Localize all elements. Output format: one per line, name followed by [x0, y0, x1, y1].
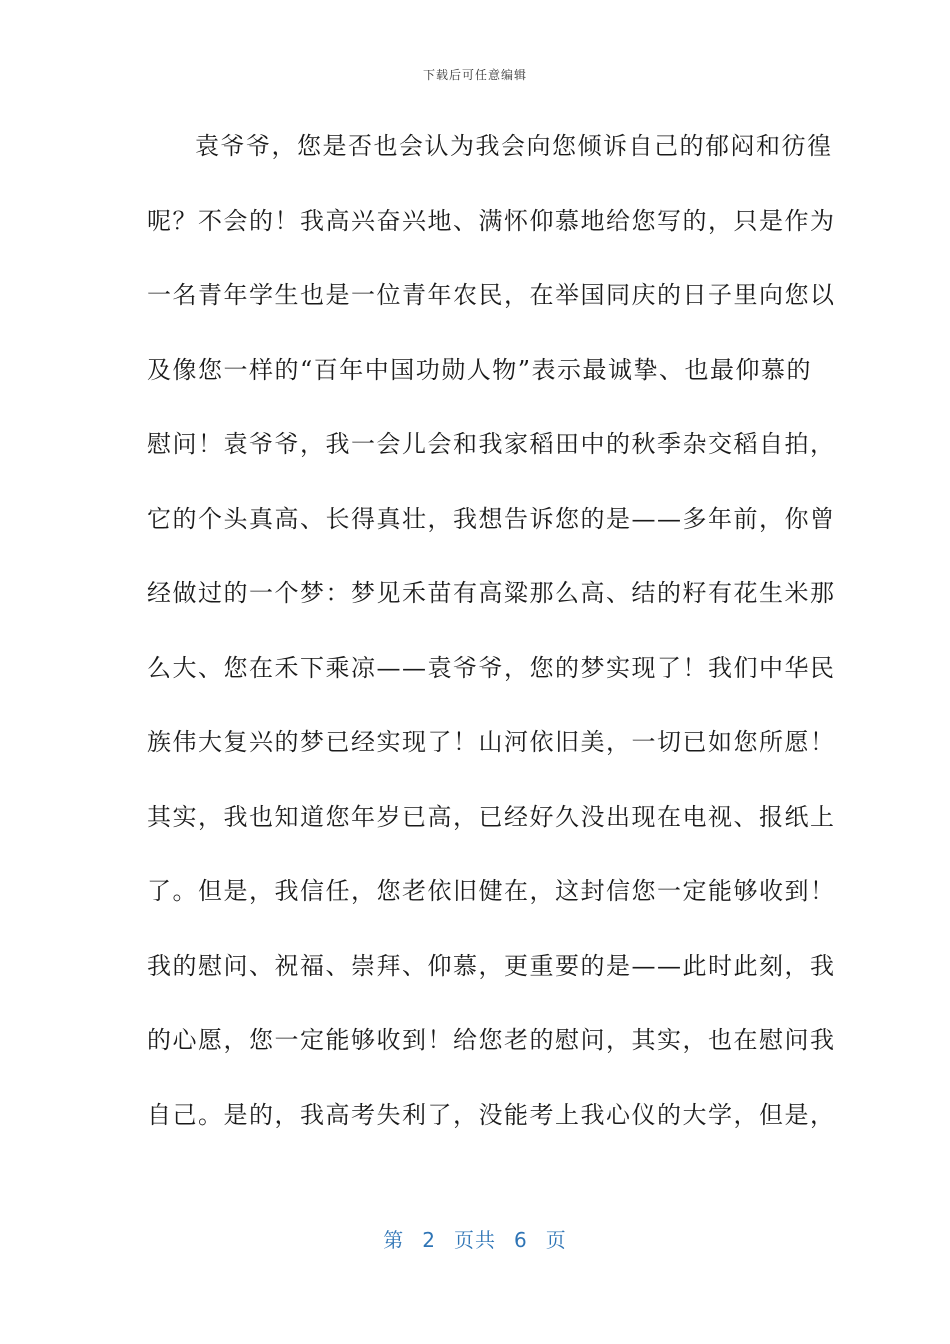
document-body [147, 118, 836, 1161]
text-line: 我的慰问、祝福、崇拜、仰慕，更重要的是——此时此刻，我 [147, 951, 836, 980]
text-line: 它的个头真高、长得真壮，我想告诉您的是——多年前，你曾 [147, 504, 836, 533]
text-line: 了。但是，我信任，您老依旧健在，这封信您一定能够收到！ [147, 877, 836, 905]
text-line: 一名青年学生也是一位青年农民，在举国同庆的日子里向您以 [147, 281, 836, 309]
footer-suffix: 页 [545, 1228, 567, 1252]
text-line: 的心愿，您一定能够收到！给您老的慰问，其实，也在慰问我 [147, 1026, 836, 1054]
header-note: 下载后可任意编辑 [422, 68, 527, 82]
footer-middle: 页共 [454, 1228, 496, 1252]
page-footer [0, 1224, 950, 1253]
text-line: 经做过的一个梦：梦见禾苗有高粱那么高、结的籽有花生米那 [147, 579, 836, 607]
text-line: 族伟大复兴的梦已经实现了！山河依旧美，一切已如您所愿！ [147, 728, 836, 756]
current-page-number: 2 [422, 1228, 436, 1252]
text-line: 袁爷爷，您是否也会认为我会向您倾诉自己的郁闷和彷徨 [195, 132, 833, 160]
text-line: 其实，我也知道您年岁已高，已经好久没出现在电视、报纸上 [147, 802, 836, 831]
text-line: 及像您一样的“百年中国功勋人物”表示最诚挚、也最仰慕的 [147, 355, 813, 384]
text-line: 自己。是的，我高考失利了，没能考上我心仪的大学，但是， [147, 1100, 836, 1129]
footer-prefix: 第 [383, 1228, 405, 1252]
text-line: 慰问！袁爷爷，我一会儿会和我家稻田中的秋季杂交稻自拍， [147, 430, 836, 458]
total-page-number: 6 [514, 1228, 528, 1252]
text-line: 么大、您在禾下乘凉——袁爷爷，您的梦实现了！我们中华民 [147, 653, 836, 682]
text-line: 呢？不会的！我高兴奋兴地、满怀仰慕地给您写的，只是作为 [147, 206, 836, 235]
